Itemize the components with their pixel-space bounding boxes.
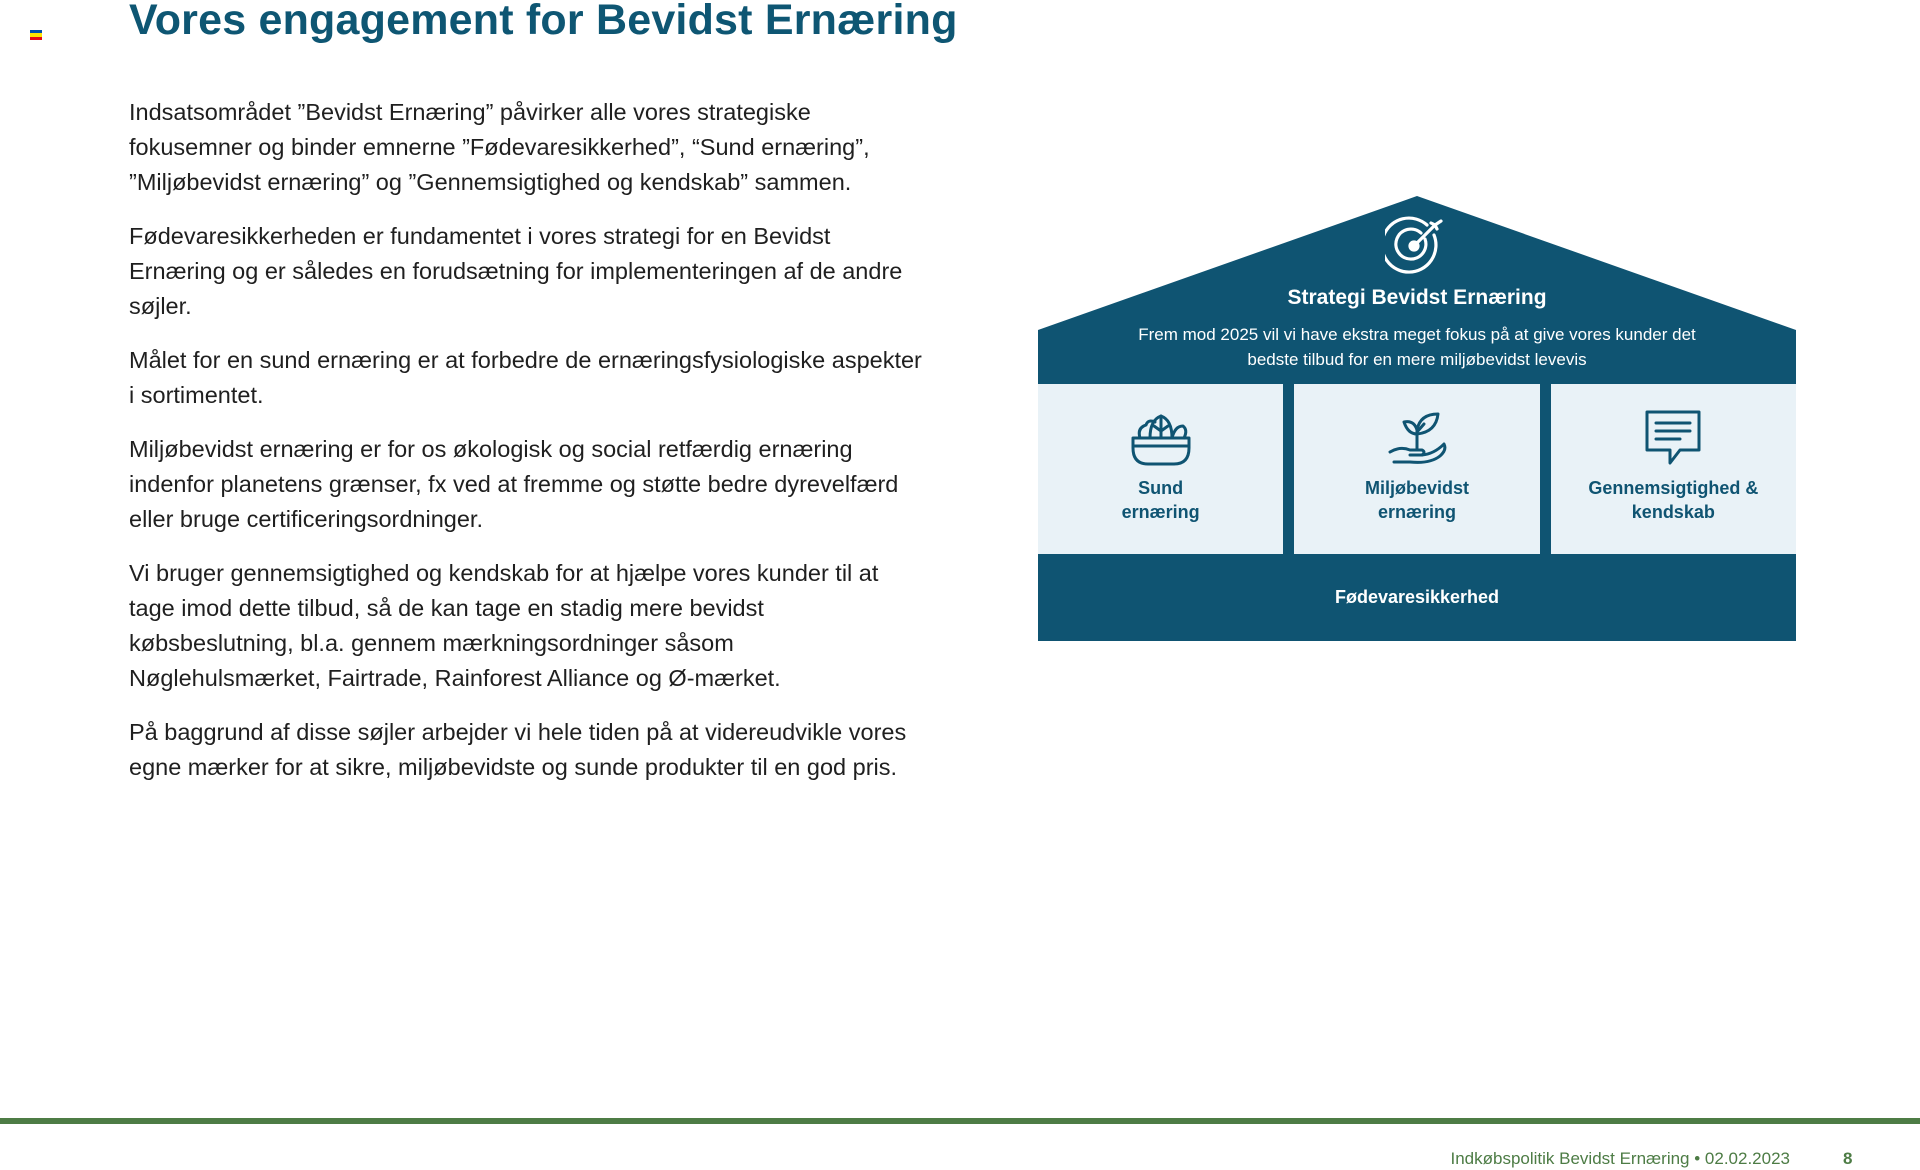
page-title: Vores engagement for Bevidst Ernæring [129, 0, 958, 44]
pillar-sund-ernaering [1038, 384, 1283, 554]
pillar-label: Miljøbevidst ernæring [1364, 478, 1469, 522]
plant-in-hand-icon [1384, 408, 1450, 468]
salad-bowl-icon [1128, 408, 1194, 468]
foundation [1038, 554, 1796, 641]
body-text [129, 95, 929, 804]
foundation-label: Fødevaresikkerhed [1334, 587, 1500, 607]
footer-text: Indkøbspolitik Bevidst Ernæring • 02.02.2023 [1450, 1149, 1790, 1168]
paragraph: Miljøbevidst ernæring er for os økologisk og social retfærdig ernæring indenfor planetens grænser, fx ved at fremme og støtte bedre dyrevelfærd eller bruge certificeringsordninger. [129, 436, 899, 532]
pillars [1038, 384, 1796, 554]
pillar-miljobevidst-ernaering [1294, 384, 1539, 554]
lidl-logo-icon [30, 30, 42, 40]
speech-bubble-icon [1640, 408, 1706, 468]
paragraph: Vi bruger gennemsigtighed og kendskab for at hjælpe vores kunder til at tage imod dette tilbud, så de kan tage en stadig mere bevidst købsbeslutning, bl.a. gennem mærkningsordninger såsom Nøglehulsmærket, Fairtrade, Rainforest Alliance og Ø-mærket. [129, 560, 879, 691]
target-icon [1385, 213, 1449, 277]
pillar-gennemsigtighed-kendskab [1551, 384, 1796, 554]
paragraph: Indsatsområdet ”Bevidst Ernæring” påvirker alle vores strategiske fokusemner og binder emnerne ”Fødevaresikkerhed”, “Sund ernæring”, ”Miljøbevidst ernæring” og ”Gennemsigtighed og kendskab” sammen. [129, 99, 870, 195]
roof-description: Frem mod 2025 vil vi have ekstra meget fokus på at give vores kunder det bedste tilbud for en mere miljøbevidst levevis [1138, 325, 1696, 369]
paragraph: Fødevaresikkerheden er fundamentet i vores strategi for en Bevidst Ernæring og er således en forudsætning for implementeringen af de andre søjler. [129, 223, 903, 319]
paragraph: På baggrund af disse søjler arbejder vi hele tiden på at videreudvikle vores egne mærker for at sikre, miljøbevidste og sunde produkter til en god pris. [129, 719, 907, 780]
pillar-label: Gennemsigtighed & kendskab [1588, 478, 1759, 522]
paragraph: Målet for en sund ernæring er at forbedre de ernæringsfysiologiske aspekter i sortimentet. [129, 347, 922, 408]
footer-divider [0, 1118, 1920, 1124]
roof-title: Strategi Bevidst Ernæring [1287, 286, 1547, 309]
page-number: 8 [1843, 1149, 1853, 1168]
strategy-house-diagram [1038, 196, 1796, 641]
pillar-label: Sund ernæring [1121, 478, 1200, 522]
